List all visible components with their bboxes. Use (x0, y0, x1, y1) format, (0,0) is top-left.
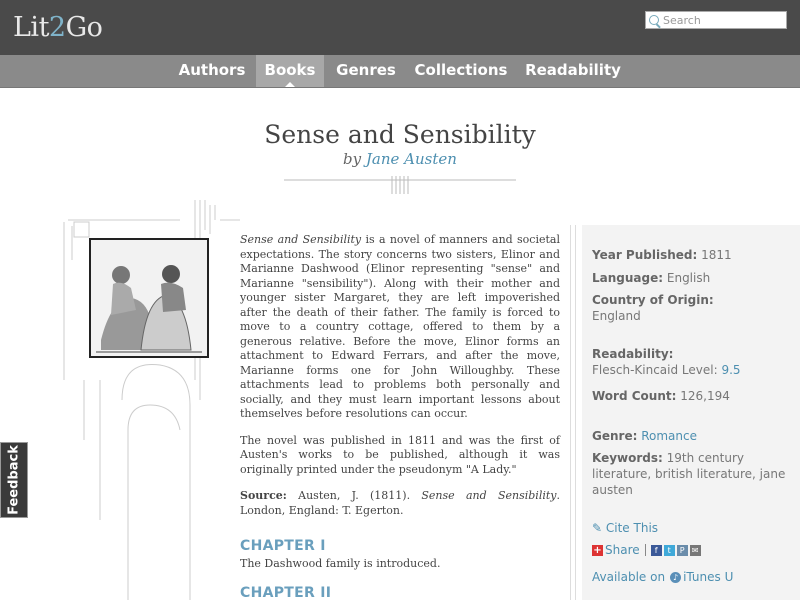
year-value: 1811 (701, 248, 732, 262)
feedback-tab[interactable] (0, 442, 28, 518)
illustration-art (91, 240, 207, 356)
cite-label: Cite This (605, 521, 659, 535)
wordcount-label: Word Count: (592, 389, 677, 403)
description-book-title: Sense and Sensibility (240, 233, 362, 246)
logo-two: 2 (48, 12, 66, 43)
wordcount-value: 126,194 (680, 389, 730, 403)
chapter-heading[interactable]: CHAPTER I (240, 538, 326, 554)
logo-lit: Lit (13, 12, 49, 43)
feedback-label: Feedback (6, 445, 22, 515)
print-icon[interactable]: P (677, 545, 688, 556)
twitter-icon[interactable]: t (664, 545, 675, 556)
share-separator (645, 544, 646, 556)
email-icon[interactable]: ✉ (690, 545, 701, 556)
country-value: England (592, 309, 641, 323)
author-link[interactable]: Jane Austen (365, 150, 457, 168)
country-label: Country of Origin: (592, 293, 714, 307)
nav-authors[interactable]: Authors (178, 61, 246, 79)
cite-this-link[interactable] (592, 521, 658, 535)
language-value: English (666, 271, 711, 285)
book-cover-illustration (89, 238, 209, 358)
fk-value[interactable]: 9.5 (721, 363, 741, 377)
share-row (592, 543, 703, 557)
country-of-origin (592, 292, 792, 324)
readability (592, 346, 792, 378)
word-count (592, 388, 792, 404)
keywords-label: Keywords: (592, 451, 663, 465)
year-label: Year Published: (592, 248, 698, 262)
keywords-value: 19th century literature, british literature, jane austen (592, 451, 786, 497)
sidebar-divider (575, 225, 576, 600)
site-logo[interactable] (13, 12, 102, 43)
top-header (0, 0, 800, 55)
sidebar-divider (570, 225, 571, 600)
pencil-icon: ✎ (592, 521, 603, 535)
share-plus-icon[interactable]: + (593, 544, 602, 556)
chapter-summary: The Dashwood family is introduced. (240, 557, 441, 570)
search-placeholder: Search (663, 13, 701, 27)
nav-readability[interactable]: Readability (525, 61, 621, 79)
nav-books[interactable]: Books (256, 55, 324, 87)
source-publisher: . London, England: T. Egerton. (240, 489, 560, 517)
book-details-sidebar (570, 225, 800, 600)
readability-label: Readability: (592, 347, 674, 361)
description-text-1: is a novel of manners and societal expectations. The story concerns two sisters, Elinor and Marianne Dashwood (Elinor representing "sense" and Marianne "sensibility"). Along with their mother and younger sister Margaret, they are left impoverished after the death of their father. The family is forced to move to a country cottage, offered to them by a generous relative. Before the move, Elinor forms an attachment to Edward Ferrars, and after the move, Marianne forms one for John Willoughby. These attachments lead to problems both personally and socially, and they must learn important lessons about themselves before resolutions can occur. (240, 233, 560, 420)
source-label: Source: (240, 489, 287, 502)
description-paragraph-2: The novel was published in 1811 and was the first of Austen's works to be published, although it was originally printed under the pseudonym "A Lady." (240, 433, 560, 476)
available-label: Available on (592, 570, 666, 584)
facebook-icon[interactable]: f (651, 545, 662, 556)
genre-label: Genre: (592, 429, 638, 443)
description-paragraph-1 (240, 233, 560, 422)
search-input[interactable] (645, 11, 787, 29)
year-published (592, 247, 792, 263)
genre-link[interactable]: Romance (641, 429, 697, 443)
fk-label: Flesch-Kincaid Level: (592, 363, 718, 377)
keywords (592, 450, 792, 498)
nav-collections[interactable]: Collections (414, 61, 508, 79)
search-icon (649, 15, 659, 25)
logo-go: Go (65, 12, 103, 43)
share-link[interactable]: Share (605, 543, 640, 557)
itunes-label: iTunes U (683, 570, 734, 584)
source-author: Austen, J. (1811). (286, 489, 422, 502)
title-ornament (284, 176, 516, 196)
language (592, 270, 792, 286)
chapter-heading[interactable]: CHAPTER II (240, 585, 332, 601)
language-label: Language: (592, 271, 664, 285)
source-citation (240, 489, 560, 518)
main-nav (0, 55, 800, 88)
nav-genres[interactable]: Genres (336, 61, 396, 79)
book-description (240, 233, 560, 530)
itunes-icon: ♪ (670, 572, 681, 583)
available-on-itunes[interactable] (592, 570, 733, 584)
by-label: by (343, 150, 362, 168)
source-title: Sense and Sensibility (421, 489, 557, 502)
book-title: Sense and Sensibility (264, 120, 536, 149)
book-byline (0, 150, 800, 168)
genre (592, 428, 792, 444)
